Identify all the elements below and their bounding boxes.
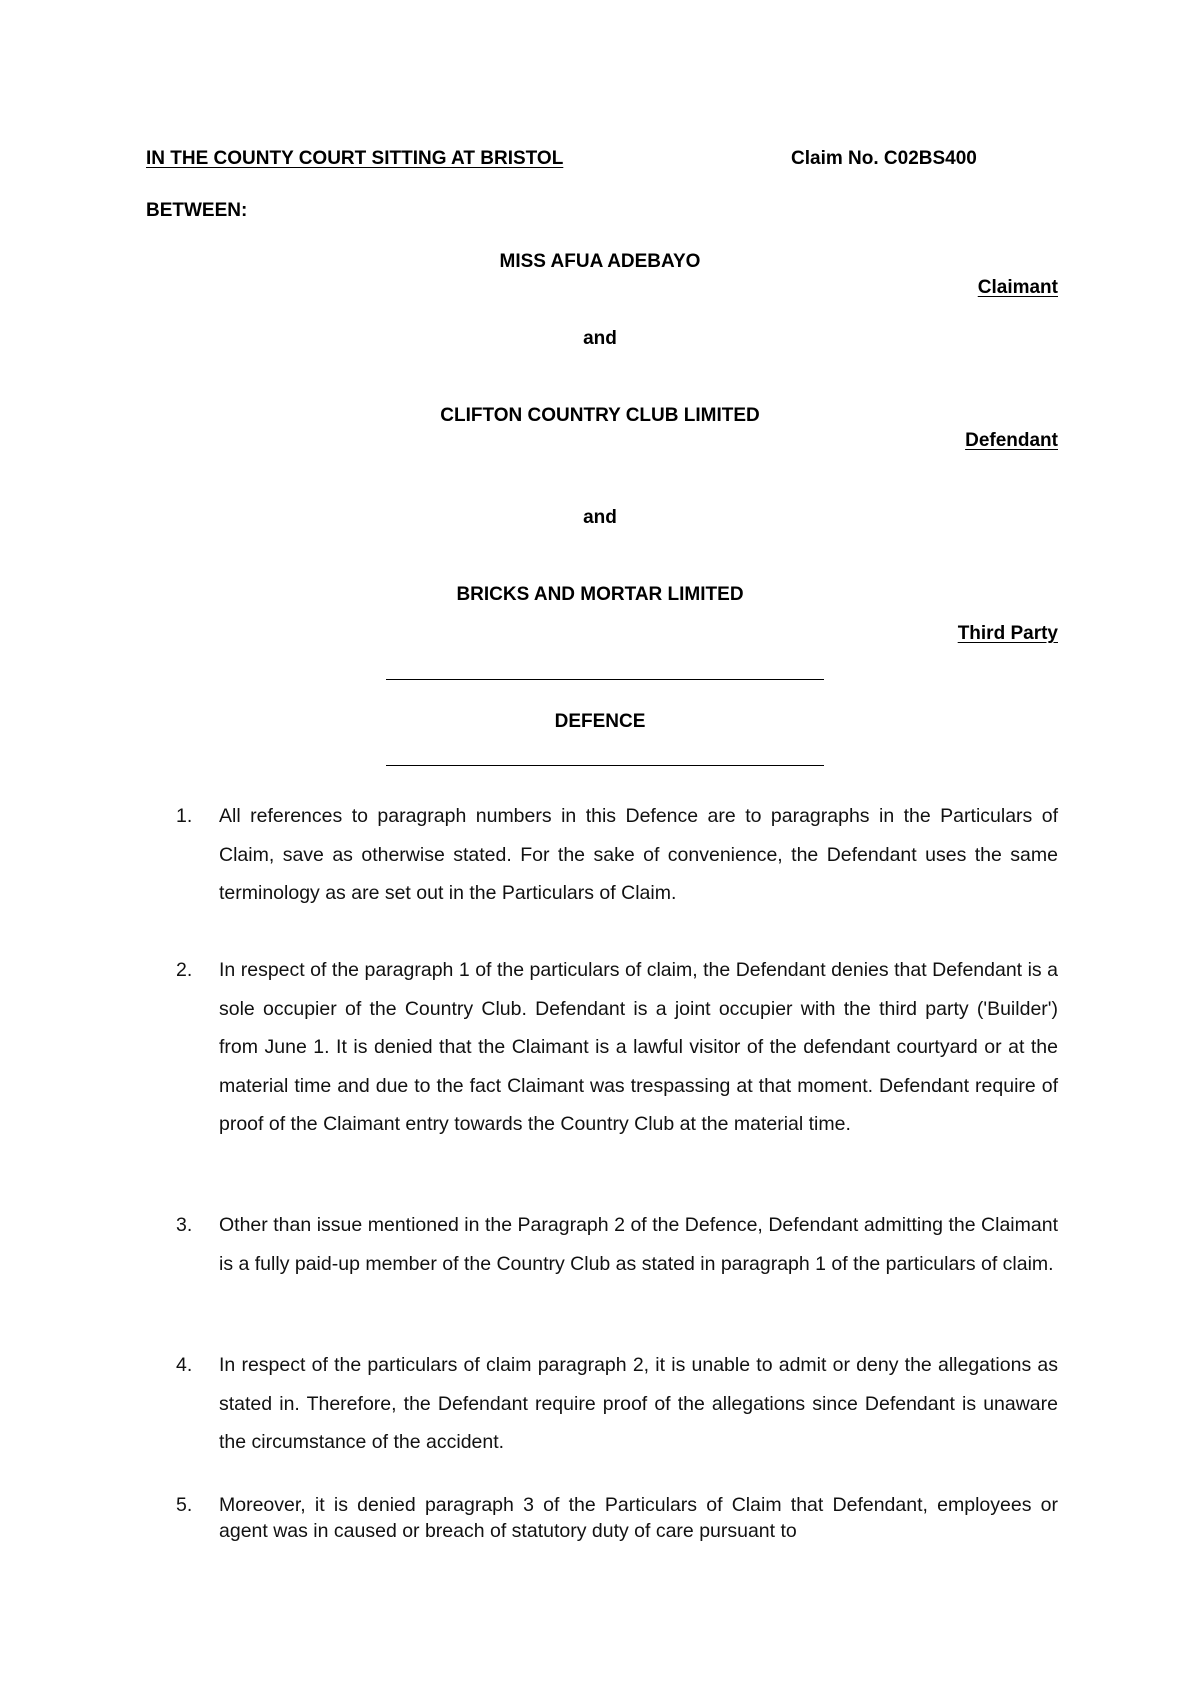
third-party-role: Third Party — [957, 623, 1058, 644]
paragraph-number: 4. — [176, 1354, 193, 1376]
document-title: DEFENCE — [554, 711, 646, 732]
paragraph-text: Other than issue mentioned in the Paragraph 2 of the Defence, Defendant admitting the Claimant is a fully paid-up member of the Country Club as stated in paragraph 1 of the particulars of claim. — [219, 1214, 1058, 1275]
paragraph-number: 5. — [176, 1494, 193, 1516]
conjunction-and: and — [583, 507, 617, 528]
defendant-name: CLIFTON COUNTRY CLUB LIMITED — [440, 405, 760, 426]
list-item — [176, 951, 1058, 1183]
claimant-role: Claimant — [977, 277, 1058, 298]
list-item — [176, 797, 1058, 913]
paragraph-number: 2. — [176, 959, 193, 981]
list-item — [176, 1346, 1058, 1462]
defendant-role: Defendant — [965, 430, 1058, 451]
paragraph-text: In respect of the paragraph 1 of the particulars of claim, the Defendant denies that Defendant is a sole occupier of the Country Club. Defendant is a joint occupier with the third party ('Builder') from June 1. It is denied that the Claimant is a lawful visitor of the defendant courtyard or at the material time and due to the fact Claimant was trespassing at that moment. Defendant require of proof of the Claimant entry towards the Country Club at the material time. — [219, 959, 1058, 1135]
between-label: BETWEEN: — [146, 200, 248, 221]
title-rule-bottom — [386, 765, 824, 766]
third-party-name: BRICKS AND MORTAR LIMITED — [456, 584, 744, 605]
paragraph-text: In respect of the particulars of claim paragraph 2, it is unable to admit or deny the allegations as stated in. Therefore, the Defendant require proof of the allegations since Defendant is unaware the circumstance of the accident. — [219, 1354, 1058, 1453]
claimant-name: MISS AFUA ADEBAYO — [499, 251, 701, 272]
list-item — [176, 1486, 1058, 1546]
claim-number: Claim No. C02BS400 — [791, 148, 977, 169]
list-item — [176, 1206, 1058, 1322]
paragraph-text: All references to paragraph numbers in this Defence are to paragraphs in the Particulars of Claim, save as otherwise stated. For the sake of convenience, the Defendant uses the same terminology as are set out in the Particulars of Claim. — [219, 805, 1058, 904]
paragraph-number: 3. — [176, 1214, 193, 1236]
conjunction-and: and — [583, 328, 617, 349]
title-rule-top — [386, 679, 824, 680]
court-heading: IN THE COUNTY COURT SITTING AT BRISTOL — [146, 148, 564, 169]
paragraph-text: Moreover, it is denied paragraph 3 of the Particulars of Claim that Defendant, employees or agent was in caused or breach of statutory duty of care pursuant to — [219, 1494, 1058, 1542]
paragraph-number: 1. — [176, 805, 193, 827]
